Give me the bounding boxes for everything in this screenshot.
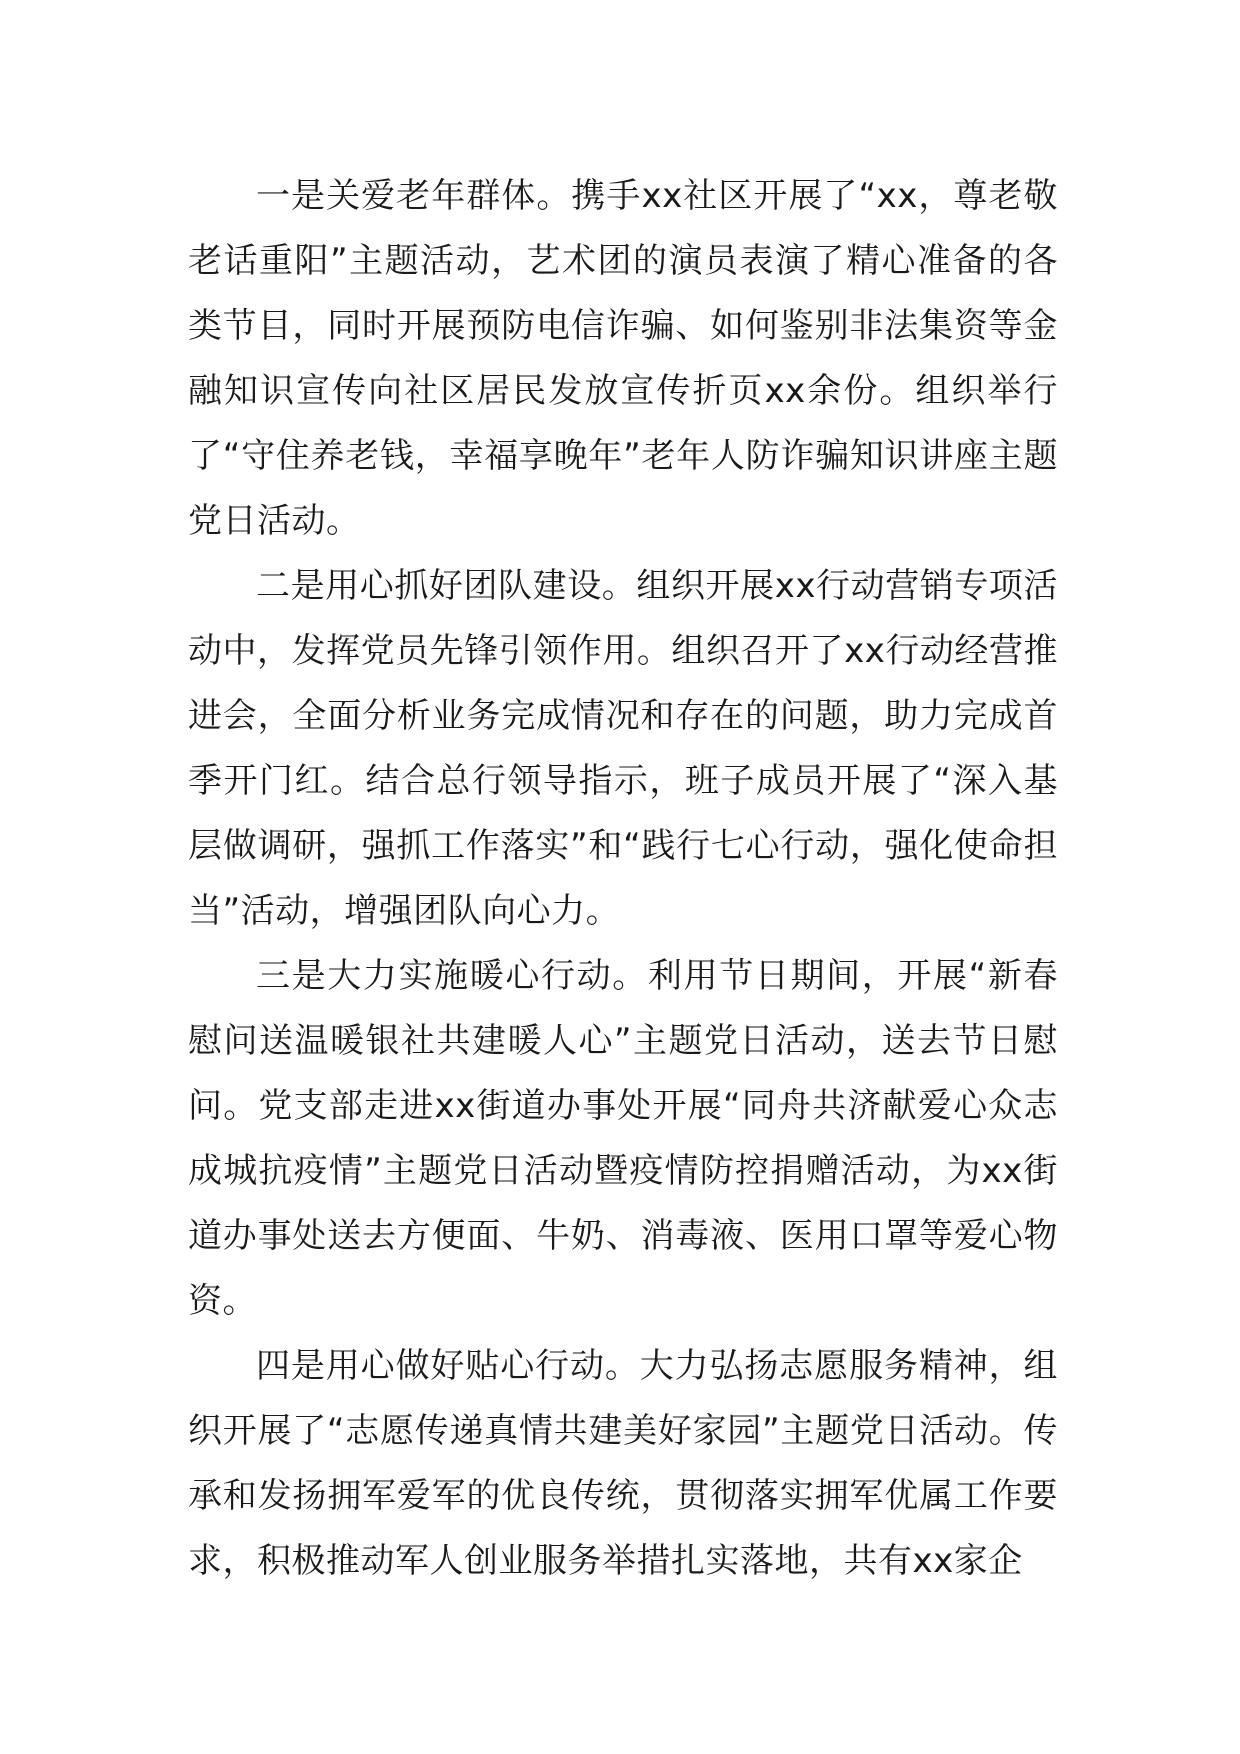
paragraph-1: 一是关爱老年群体。携手xx社区开展了“xx，尊老敬老话重阳”主题活动，艺术团的演员表演了精心准备的各类节目，同时开展预防电信诈骗、如何鉴别非法集资等金融知识宣传向社区居民发放宣传折页xx余份。组织举行了“守住养老钱，幸福享晚年”老年人防诈骗知识讲座主题党日活动。	[188, 176, 1058, 541]
paragraph-4: 四是用心做好贴心行动。大力弘扬志愿服务精神，组织开展了“志愿传递真情共建美好家园”主题党日活动。传承和发扬拥军爱军的优良传统，贯彻落实拥军优属工作要求，积极推动军人创业服务举措扎实落地，共有xx家企	[188, 1346, 1058, 1581]
document-body	[188, 164, 1058, 1594]
paragraph-3: 三是大力实施暖心行动。利用节日期间，开展“新春慰问送温暖银社共建暖人心”主题党日活动，送去节日慰问。党支部走进xx街道办事处开展“同舟共济献爱心众志成城抗疫情”主题党日活动暨疫情防控捐赠活动，为xx街道办事处送去方便面、牛奶、消毒液、医用口罩等爱心物资。	[188, 956, 1058, 1321]
paragraph-2: 二是用心抓好团队建设。组织开展xx行动营销专项活动中，发挥党员先锋引领作用。组织召开了xx行动经营推进会，全面分析业务完成情况和存在的问题，助力完成首季开门红。结合总行领导指示，班子成员开展了“深入基层做调研，强抓工作落实”和“践行七心行动，强化使命担当”活动，增强团队向心力。	[188, 566, 1058, 931]
